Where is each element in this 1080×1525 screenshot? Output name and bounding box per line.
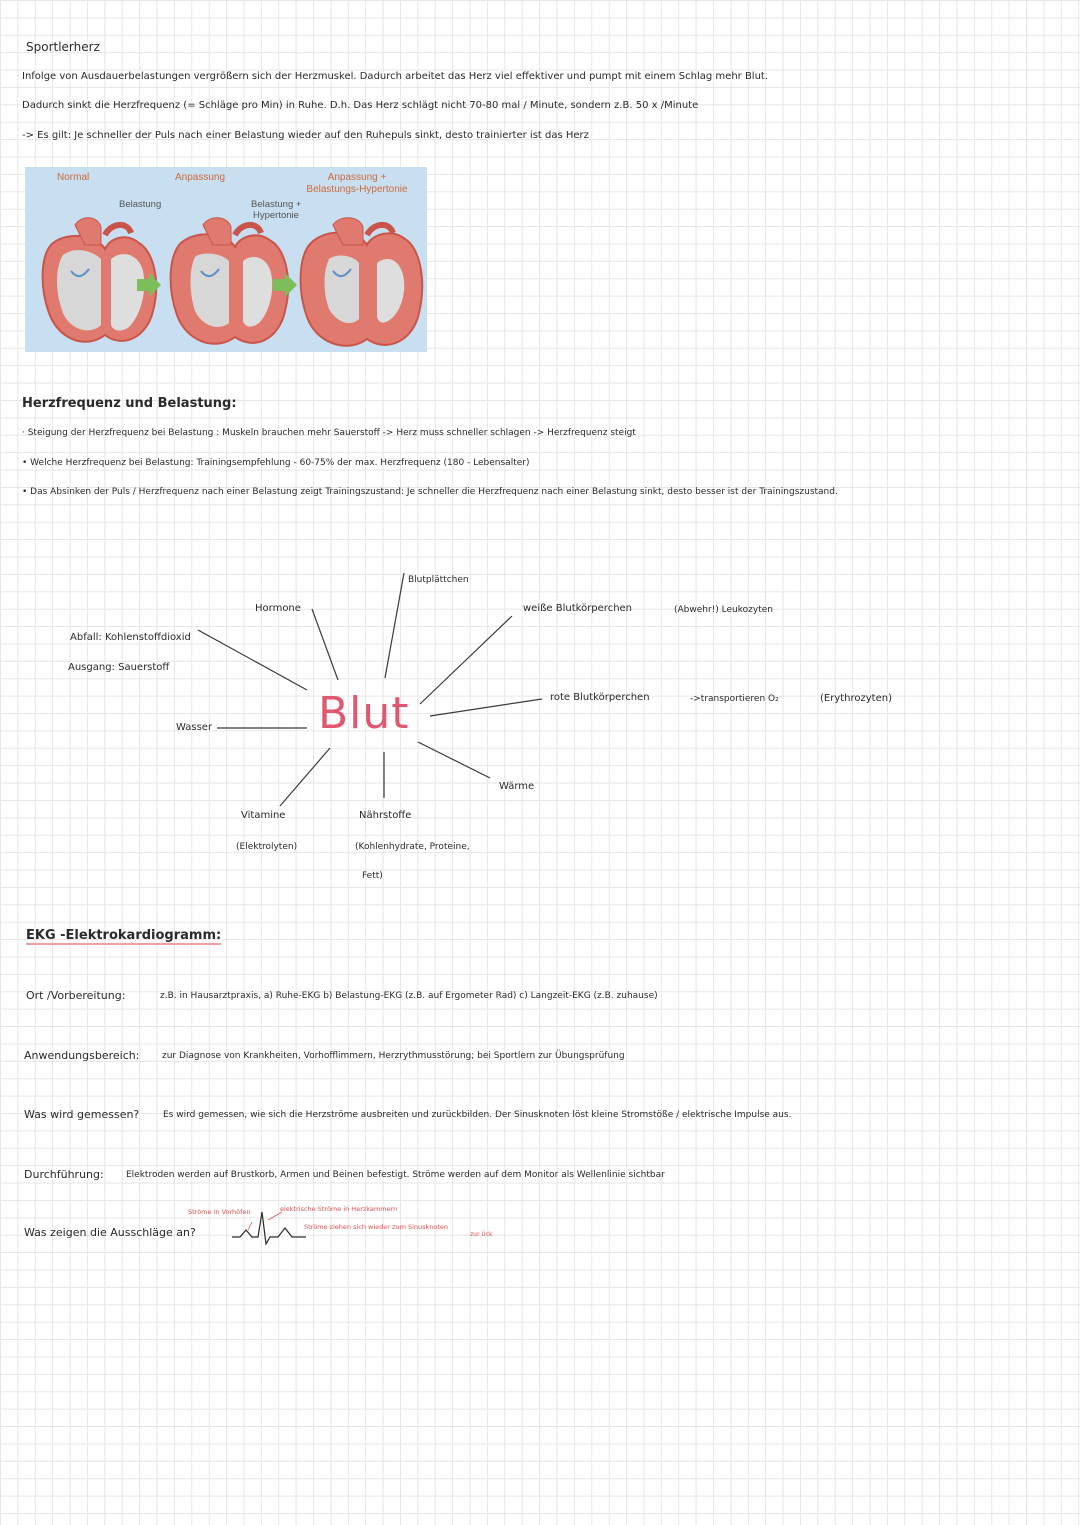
label-belastung-hypertonie-2: Hypertonie [253, 210, 299, 221]
mindmap-wasser: Wasser [176, 722, 213, 733]
mindmap-naehrstoffe-note-1: (Kohlenhydrate, Proteine, [355, 842, 470, 852]
herzfrequenz-bullet-2: • Welche Herzfrequenz bei Belastung: Trainingsempfehlung - 60-75% der max. Herzfrequenz (180 - Lebensalter) [22, 458, 530, 468]
mindmap-blutplaettchen: Blutplättchen [408, 575, 469, 585]
mindmap-naehrstoffe: Nährstoffe [359, 810, 412, 821]
label-belastung: Belastung [119, 199, 162, 210]
ekg-ausschlaege-label: Was zeigen die Ausschläge an? [24, 1226, 196, 1239]
ekg-durchfuehrung-text: Elektroden werden auf Brustkorb, Armen und Beinen befestigt. Ströme werden auf dem Monitor als Wellenlinie sichtbar [126, 1170, 665, 1180]
herzfrequenz-bullet-1: · Steigung der Herzfrequenz bei Belastung : Muskeln brauchen mehr Sauerstoff -> Herz muss schneller schlagen -> Herzfrequenz steigt [22, 428, 636, 438]
ekg-annotation-sinus-2: zur Ück [470, 1231, 493, 1238]
ekg-annotation-kammer: elektrische Ströme in Herzkammern [280, 1205, 398, 1213]
intro-line-2: Dadurch sinkt die Herzfrequenz (= Schläge pro Min) in Ruhe. D.h. Das Herz schlägt nicht 70-80 mal / Minute, sondern z.B. 50 x /Minute [22, 100, 699, 111]
mindmap-rote-blutkoerperchen: rote Blutkörperchen [550, 692, 650, 703]
label-normal: Normal [57, 172, 90, 183]
mindmap-abfall: Abfall: Kohlenstoffdioxid [70, 632, 191, 643]
mindmap-weisse-blutkoerperchen: weiße Blutkörperchen [523, 603, 633, 614]
label-anpassung-hypertonie-2: Belastungs-Hypertonie [306, 184, 408, 195]
mindmap-hormone: Hormone [255, 603, 301, 614]
ekg-anwendung-label: Anwendungsbereich: [24, 1049, 140, 1062]
label-anpassung: Anpassung [175, 172, 226, 183]
ekg-durchfuehrung-label: Durchführung: [24, 1168, 104, 1181]
intro-line-3: -> Es gilt: Je schneller der Puls nach einer Belastung wieder auf den Ruhepuls sinkt, desto trainierter ist das Herz [22, 130, 589, 141]
mindmap-weisse-note: (Abwehr!) Leukozyten [674, 605, 773, 615]
ekg-ort-label: Ort /Vorbereitung: [26, 989, 126, 1002]
page-title: Sportlerherz [26, 40, 100, 54]
label-belastung-hypertonie-1: Belastung + [251, 199, 302, 210]
intro-line-1: Infolge von Ausdauerbelastungen vergrößern sich der Herzmuskel. Dadurch arbeitet das Herz viel effektiver und pumpt mit einem Schlag mehr Blut. [22, 71, 769, 82]
ekg-ort-text: z.B. in Hausarztpraxis, a) Ruhe-EKG b) Belastung-EKG (z.B. auf Ergometer Rad) c) Langzeit-EKG (z.B. zuhause) [160, 991, 658, 1001]
ekg-heading: EKG -Elektrokardiogramm: [26, 928, 222, 943]
ekg-annotation-vorhof: Ströme in Vorhöfen [188, 1208, 251, 1216]
ekg-gemessen-label: Was wird gemessen? [24, 1108, 140, 1121]
mindmap-rote-note-2: (Erythrozyten) [820, 693, 892, 704]
ekg-annotation-sinus-1: Ströme ziehen sich wieder zum Sinusknoten [304, 1223, 449, 1231]
ekg-anwendung-text: zur Diagnose von Krankheiten, Vorhofflimmern, Herzrythmusstörung; bei Sportlern zur Übungsprüfung [162, 1051, 625, 1061]
mindmap-center: Blut [318, 688, 410, 739]
herzfrequenz-bullet-3: • Das Absinken der Puls / Herzfrequenz nach einer Belastung zeigt Trainingszustand: Je schneller die Herzfrequenz nach einer Belastung sinkt, desto besser ist der Trainingszustand. [22, 487, 838, 497]
mindmap-waerme: Wärme [499, 781, 535, 792]
mindmap-rote-note: ->transportieren O₂ [690, 694, 779, 704]
mindmap-vitamine-note: (Elektrolyten) [236, 842, 298, 852]
mindmap-naehrstoffe-note-2: Fett) [362, 871, 383, 881]
mindmap-vitamine: Vitamine [241, 810, 286, 821]
label-anpassung-hypertonie-1: Anpassung + [327, 172, 387, 183]
mindmap-ausgang: Ausgang: Sauerstoff [68, 662, 170, 673]
ekg-gemessen-text: Es wird gemessen, wie sich die Herzströme ausbreiten und zurückbilden. Der Sinusknoten löst kleine Stromstöße / elektrische Impulse aus. [163, 1110, 792, 1120]
herzfrequenz-heading: Herzfrequenz und Belastung: [22, 396, 237, 411]
